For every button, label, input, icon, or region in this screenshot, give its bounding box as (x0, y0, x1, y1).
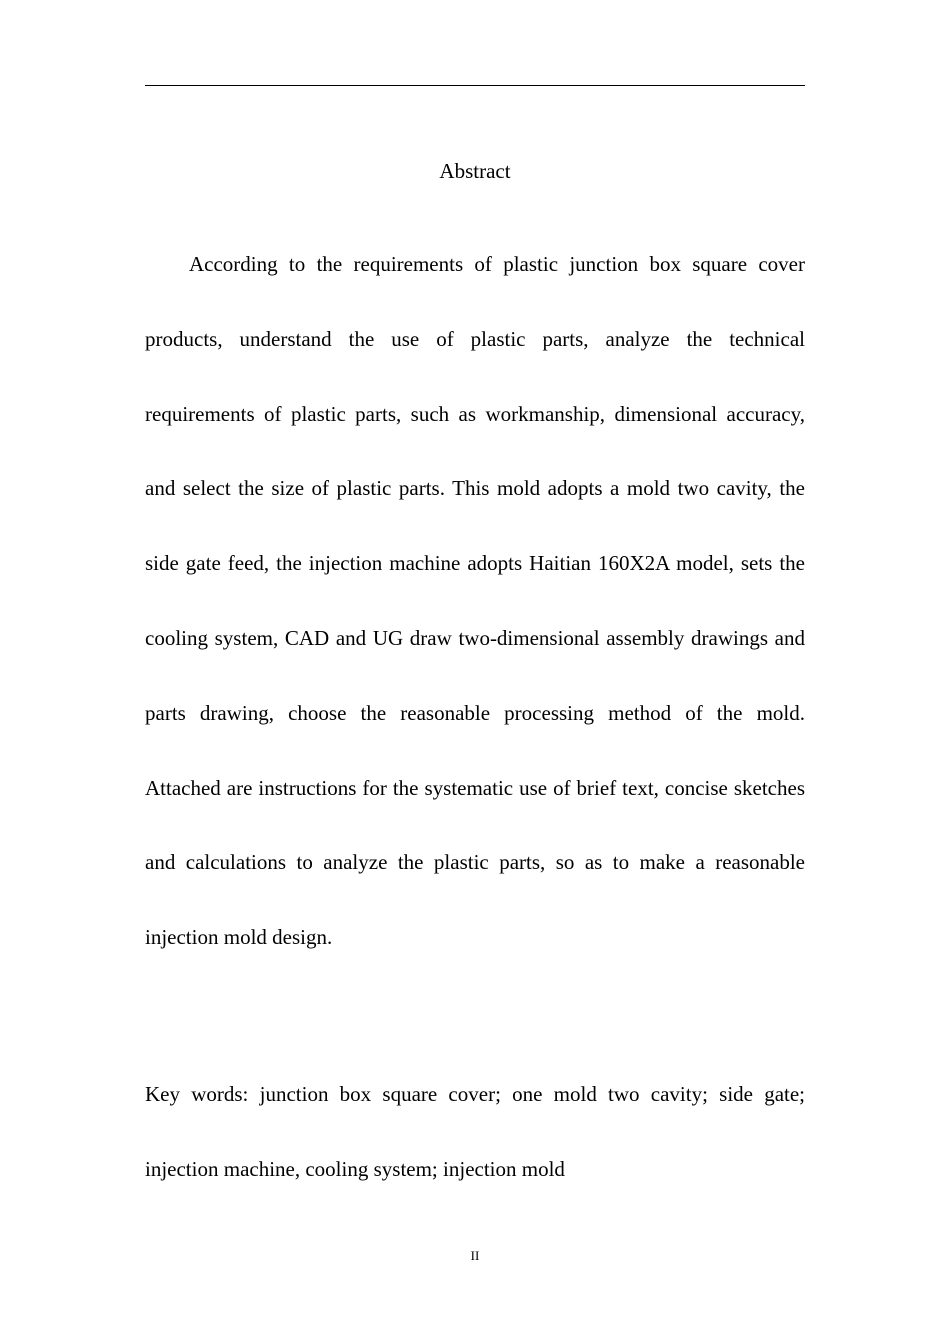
abstract-paragraph: According to the requirements of plastic junction box square cover products, understand the use of plastic parts, analyze the technical requirements of plastic parts, such as workmanship, dimensional accuracy, and select the size of plastic parts. This mold adopts a mold two cavity, the side gate feed, the injection machine adopts Haitian 160X2A model, sets the cooling system, CAD and UG draw two-dimensional assembly drawings and parts drawing, choose the reasonable processing method of the mold. Attached are instructions for the systematic use of brief text, concise sketches and calculations to analyze the plastic parts, so as to make a reasonable injection mold design. (145, 252, 805, 950)
page-title: Abstract (439, 159, 511, 183)
page-number: II (470, 1248, 480, 1263)
keywords-paragraph (145, 1057, 805, 1207)
header-rule (145, 85, 805, 86)
keywords-label: Key words: (145, 1082, 249, 1106)
keywords-list: junction box square cover; one mold two cavity; side gate; injection machine, cooling system; injection mold (145, 1082, 806, 1181)
